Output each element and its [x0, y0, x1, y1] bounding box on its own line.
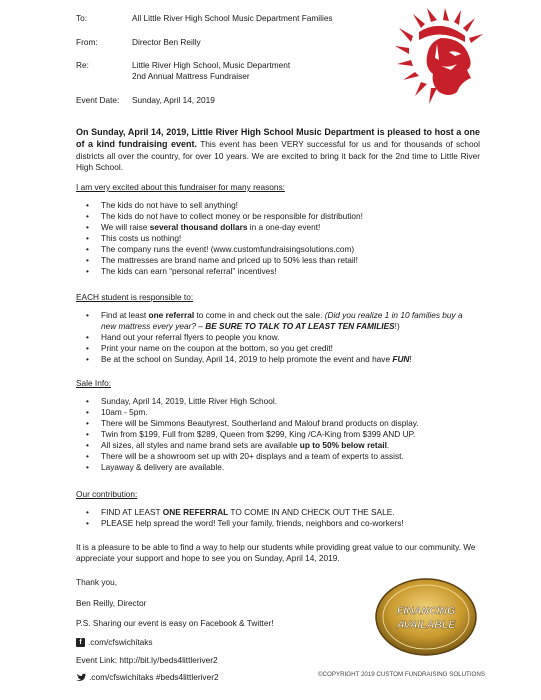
event-link[interactable]: Event Link: http://bit.ly/beds4littleriver2 [76, 655, 218, 665]
facebook-icon: f [76, 638, 85, 647]
date-value: Sunday, April 14, 2019 [132, 95, 215, 105]
list-item [76, 244, 496, 255]
sale-text: 10am - 5pm. [101, 406, 148, 417]
list-item [76, 233, 496, 244]
sale-text: Twin from $199, Full from $289, Queen from $299, King /CA-King from $399 AND UP. [101, 428, 416, 439]
twitter-handle[interactable]: .com/cfswichitaks #beds4littleriver2 [89, 672, 219, 682]
student-text: Find at least [101, 310, 149, 320]
list-item [76, 418, 496, 429]
student-text: Be at the school on Sunday, April 14, 2019 to help promote the event and have [101, 353, 393, 364]
facebook-link[interactable]: .com/cfswichitaks [88, 637, 153, 647]
list-item [76, 507, 496, 518]
list-item [76, 266, 496, 277]
from-value: Director Ben Reilly [132, 37, 201, 47]
list-item [76, 222, 496, 233]
contribution-heading: Our contribution: [76, 489, 138, 499]
twitter-icon [76, 673, 86, 682]
student-text: Print your name on the coupon at the bottom, so you get credit! [101, 342, 333, 353]
signature: Ben Reilly, Director [76, 598, 147, 608]
student-text: !) [394, 320, 400, 331]
reason-text: in a one-day event! [247, 221, 321, 232]
student-text: Hand out your referral flyers to people you know. [101, 331, 280, 342]
list-item [76, 440, 496, 451]
badge-line2: AVAILABLE [396, 619, 456, 631]
reasons-heading: I am very excited about this fundraiser for many reasons: [76, 182, 285, 192]
list-item [76, 200, 496, 211]
closing-paragraph: It is a pleasure to be able to find a way to help our students while providing great value to our community. We appreciate your support and hope to see you on Sunday, April 14, 2019. [76, 542, 476, 563]
re-value-1: Little River High School, Music Department [132, 60, 291, 70]
contribution-text: FIND AT LEAST [101, 507, 163, 517]
ps-text: P.S. Sharing our event is easy on Facebook & Twitter! [76, 618, 274, 628]
sale-bold: up to 50% below retail [299, 439, 387, 450]
intro-paragraph [76, 127, 480, 173]
list-item [76, 310, 476, 332]
sale-text: There will be Simmons Beautyrest, Southerland and Malouf brand products on display. [101, 417, 419, 428]
list-item [76, 255, 496, 266]
to-label: To: [76, 13, 88, 23]
reason-text: The kids can earn “personal referral” incentives! [101, 265, 277, 276]
sale-list [76, 396, 496, 473]
contribution-text: PLEASE help spread the word! Tell your family, friends, neighbors and co-workers! [101, 517, 404, 528]
list-item [76, 354, 476, 365]
student-text: to come in and check out the sale. [194, 310, 325, 320]
student-bold: one referral [148, 310, 195, 320]
intro-bold: On Sunday, April 14, 2019, Little River High School Music Department is pleased to host a one of a kind fundraising event. [76, 127, 480, 149]
list-item [76, 462, 496, 473]
financing-badge [375, 578, 477, 656]
list-item [76, 343, 476, 354]
re-value-2: 2nd Annual Mattress Fundraiser [132, 71, 250, 81]
sale-text: All sizes, all styles and name brand sets are available [101, 439, 300, 450]
list-item [76, 518, 496, 529]
student-text: ! [409, 353, 412, 364]
sale-text: There will be a showroom set up with 20+ displays and a team of experts to assist. [101, 450, 404, 461]
school-logo-icon [391, 8, 491, 108]
copyright: ©COPYRIGHT 2019 CUSTOM FUNDRAISING SOLUTIONS [318, 671, 485, 678]
intro-rest: This event has been VERY successful for us and for thousands of school districts all over the country, for over 10 years. We are excited to bring it back for the 2nd time to Little River High School. [76, 138, 481, 172]
student-bold: FUN [392, 353, 410, 364]
list-item [76, 396, 496, 407]
re-label: Re: [76, 60, 89, 70]
badge-line1: FINANCING [396, 605, 456, 617]
sale-text: Sunday, April 14, 2019, Little River High School. [101, 396, 278, 406]
reason-text: The company runs the event! (www.customfundraisingsolutions.com) [101, 243, 355, 254]
student-heading: EACH student is responsible to: [76, 292, 194, 302]
reason-text: The kids do not have to collect money or be responsible for distribution! [101, 210, 363, 221]
list-item [76, 451, 496, 462]
reason-text: The kids do not have to sell anything! [101, 200, 238, 210]
reason-text: The mattresses are brand name and priced up to 50% less than retail! [101, 254, 358, 265]
list-item [76, 429, 496, 440]
to-value: All Little River High School Music Department Families [132, 13, 333, 23]
reason-text: We will raise [101, 221, 150, 232]
list-item [76, 211, 496, 222]
contribution-text: TO COME IN AND CHECK OUT THE SALE. [228, 507, 395, 517]
thanks-text: Thank you, [76, 577, 118, 587]
reasons-list [76, 200, 496, 277]
list-item [76, 332, 476, 343]
student-list [76, 310, 476, 365]
student-bold-italic: BE SURE TO TALK TO AT LEAST TEN FAMILIES [205, 320, 395, 331]
from-label: From: [76, 37, 98, 47]
reason-bold: several thousand dollars [149, 221, 248, 232]
student-italic: (Did you realize 1 in 10 families buy a new mattress every year? – [101, 310, 463, 331]
reason-text: This costs us nothing! [101, 232, 182, 243]
date-label: Event Date: [76, 95, 120, 105]
contribution-bold: ONE REFERRAL [162, 507, 229, 517]
sale-text: . [386, 439, 390, 450]
sale-heading: Sale Info: [76, 378, 112, 388]
contribution-list [76, 507, 496, 529]
list-item [76, 407, 496, 418]
sale-text: Layaway & delivery are available. [101, 461, 225, 472]
